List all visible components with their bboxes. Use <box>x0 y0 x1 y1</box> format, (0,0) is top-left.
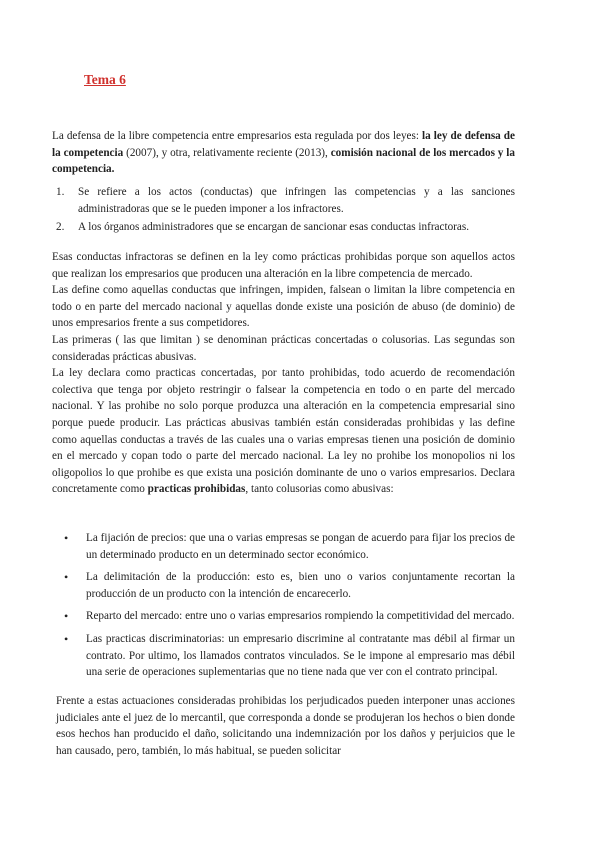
numbered-list-item <box>52 219 515 236</box>
intro-text-2: (2007), y otra, relativamente reciente (2013), <box>123 146 331 159</box>
body-paragraphs <box>52 249 515 498</box>
body-paragraph: Las primeras ( las que limitan ) se denominan prácticas concertadas o colusorias. Las segundas son consideradas prácticas abusivas. <box>52 333 515 363</box>
body-paragraph: Esas conductas infractoras se definen en la ley como prácticas prohibidas porque son aquellos actos que realizan los empresarios que producen una alteración en la libre competencia de mercado. <box>52 251 515 280</box>
body-bold-text: practicas prohibidas <box>147 483 246 496</box>
bullet-text: Las practicas discriminatorias: un empresario discrimine al contratante mas débil al firmar un contrato. Por ultimo, los llamados contratos vinculados. Se le impone al empresario mas débil una serie de operaciones suplementarias que no tiene nada que ver con el contrato principal. <box>86 632 515 679</box>
bullet-text: La delimitación de la producción: esto es, bien uno o varios conjuntamente recortan la producción de un producto con la intención de encarecerlo. <box>86 571 515 600</box>
body-paragraph: Las define como aquellas conductas que infringen, impiden, falsean o limitan la libre competencia en todo o en parte del mercado nacional y aquellas donde existe una posición de abuso (de dominio) de unos empresarios frente a sus competidores. <box>52 284 515 330</box>
intro-bold-law-2: comisión nacional de los mercados y la competencia. <box>52 146 515 176</box>
bullet-list-item <box>62 608 515 625</box>
bullet-list-item <box>62 530 515 563</box>
body-paragraph <box>52 365 515 498</box>
body-text: , tanto colusorias como abusivas: <box>245 483 394 496</box>
bullet-icon: • <box>64 570 69 585</box>
bullet-list-item <box>62 569 515 602</box>
list-item-text: A los órganos administradores que se encargan de sancionar esas conductas infractoras. <box>78 221 470 234</box>
list-number: 2. <box>56 221 65 234</box>
list-item-text: Se refiere a los actos (conductas) que infringen las competencias y a las sanciones administradoras que se le pueden imponer a los infractores. <box>78 186 515 215</box>
intro-text-1: La defensa de la libre competencia entre empresarios esta regulada por dos leyes: <box>52 130 423 142</box>
intro-paragraph <box>52 128 515 178</box>
bullet-list <box>62 530 515 687</box>
bullet-text: Reparto del mercado: entre uno o varias empresarios rompiendo la competitividad del mercado. <box>86 610 515 623</box>
bullet-icon: • <box>64 609 69 624</box>
numbered-list-item <box>52 184 515 217</box>
bullet-text: La fijación de precios: que una o varias empresas se pongan de acuerdo para fijar los precios de un determinado producto en un determinado sector económico. <box>86 532 515 561</box>
page-title: Tema 6 <box>84 72 126 87</box>
list-number: 1. <box>56 186 65 198</box>
intro-bold-law-1: la ley de defensa de la competencia <box>52 130 515 159</box>
final-paragraph: Frente a estas actuaciones consideradas prohibidas los perjudicados pueden interponer unas acciones judiciales ante el juez de lo mercantil, que corresponda a donde se produjeran los hechos o bien donde esos hechos han producido el daño, solicitando una indemnización por los daños y perjuicios que le han causado, pero, también, lo más habitual, se pueden solicitar <box>56 695 515 757</box>
bullet-list-item <box>62 631 515 681</box>
numbered-list <box>52 184 515 238</box>
body-text: La ley declara como practicas concertadas, por tanto prohibidas, todo acuerdo de recomendación colectiva que tenga por objeto restringir o falsear la competencia en todo o en parte del mercado nacional. Y las prohibe no solo porque produzca una alteración en la competencia empresarial sino porque puede producir. Las prácticas abusivas también están consideradas prohibidas y las define como aquellas conductas a través de las cuales una o varias empresas tienen una posición de dominio en el mercado y copan todo o parte del mercado nacional. La ley no prohibe los monopolios ni los oligopolios lo que prohibe es que exista una posición dominante de uno o varios empresarios. Declara concretamente como <box>52 367 515 496</box>
bullet-icon: • <box>64 631 69 646</box>
bullet-icon: • <box>64 531 69 545</box>
